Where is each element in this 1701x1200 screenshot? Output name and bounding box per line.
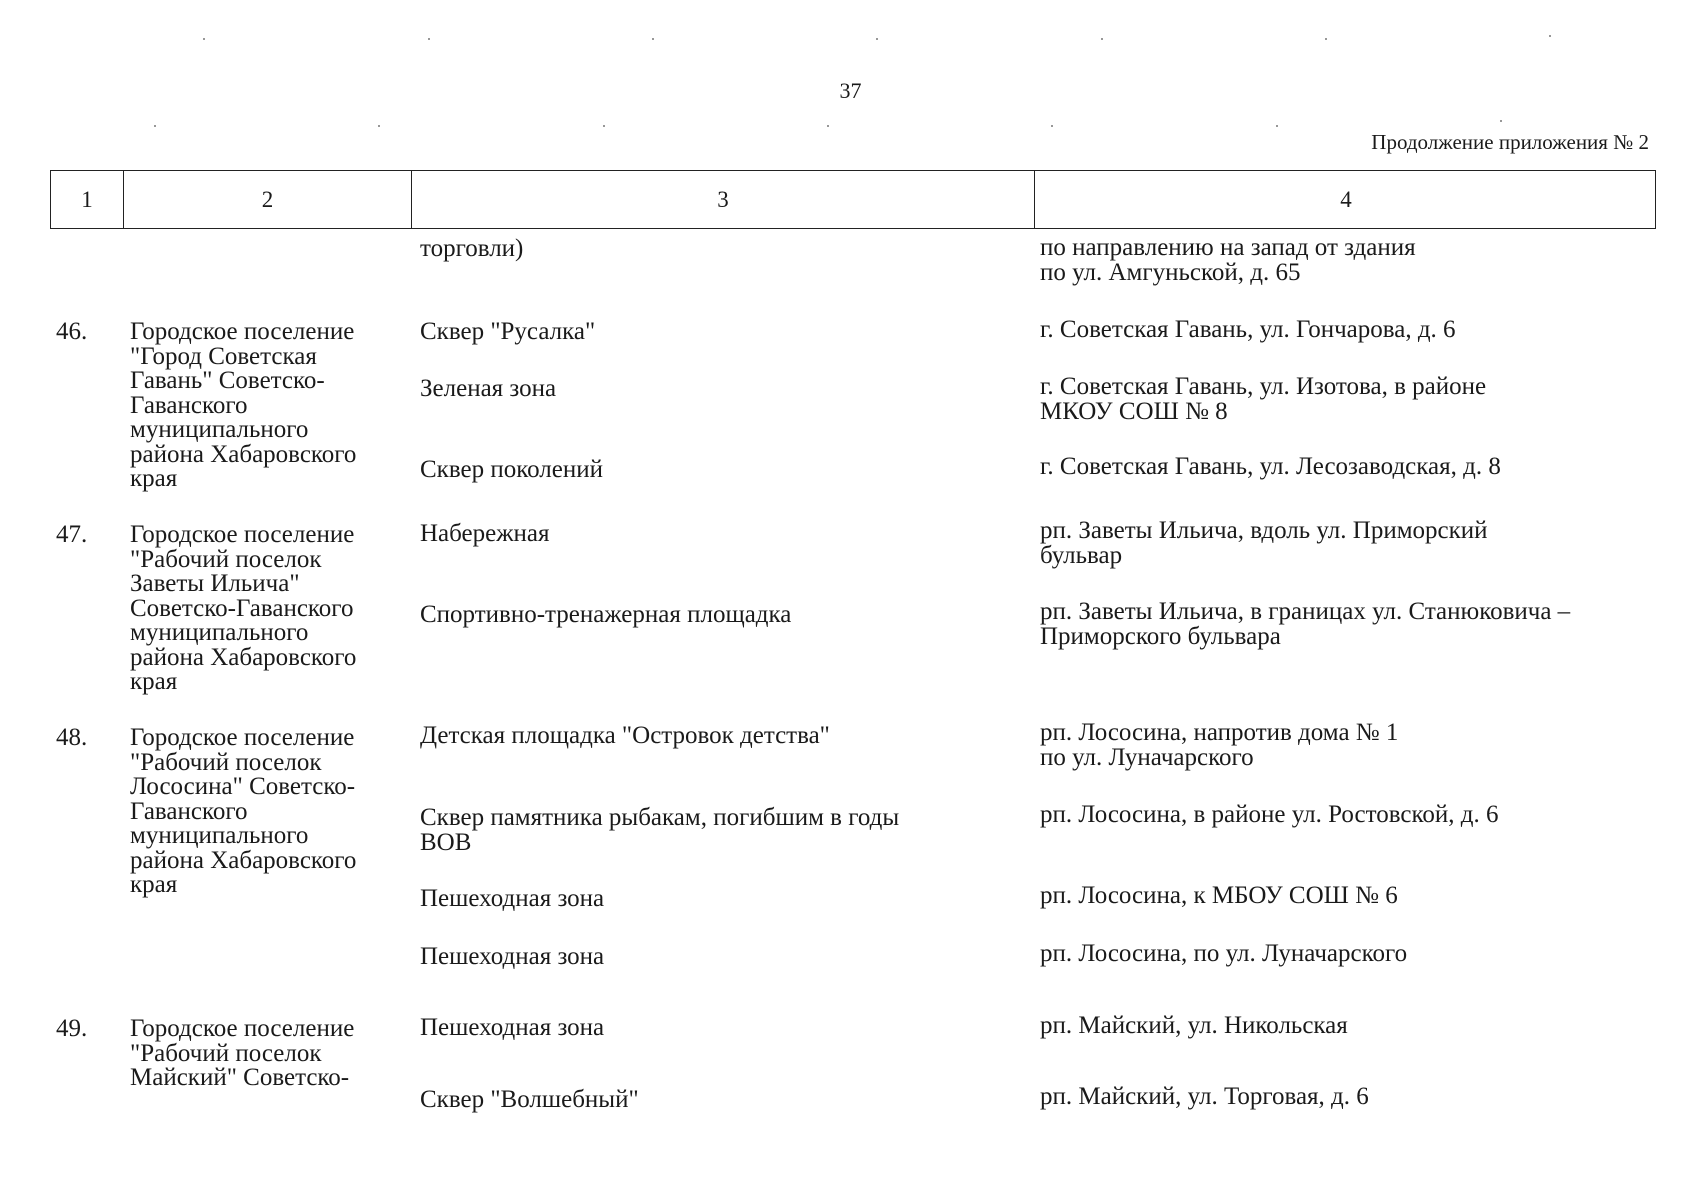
continuation-address: по направлению на запад от здания по ул. Амгуньской, д. 65 bbox=[1040, 234, 1416, 286]
object-address: г. Советская Гавань, ул. Изотова, в районе МКОУ СОШ № 8 bbox=[1040, 373, 1487, 425]
scan-speck bbox=[1549, 35, 1551, 37]
object-address: рп. Лососина, к МБОУ СОШ № 6 bbox=[1040, 882, 1398, 909]
scan-speck bbox=[154, 125, 156, 127]
object-address: рп. Майский, ул. Никольская bbox=[1040, 1012, 1348, 1039]
object-name: Детская площадка "Островок детства" bbox=[420, 722, 830, 749]
object-name: Зеленая зона bbox=[420, 375, 557, 402]
scan-speck bbox=[876, 38, 878, 40]
object-address: г. Советская Гавань, ул. Лесозаводская, д. 8 bbox=[1040, 453, 1501, 480]
scan-speck bbox=[1051, 125, 1053, 127]
organization-name: Городское поселение "Город Советская Гавань" Советско- Гаванского муниципального района Хабаровского края bbox=[130, 318, 357, 492]
object-name: Пешеходная зона bbox=[420, 943, 605, 970]
object-address: рп. Заветы Ильича, вдоль ул. Приморский бульвар bbox=[1040, 517, 1488, 569]
object-address: рп. Лососина, в районе ул. Ростовской, д. 6 bbox=[1040, 801, 1499, 828]
object-address: г. Советская Гавань, ул. Гончарова, д. 6 bbox=[1040, 316, 1456, 343]
appendix-note: Продолжение приложения № 2 bbox=[1371, 130, 1649, 154]
scan-speck bbox=[827, 125, 829, 127]
object-name: Сквер поколений bbox=[420, 456, 603, 483]
continuation-object: торговли) bbox=[420, 235, 524, 262]
row-number: 49. bbox=[56, 1015, 88, 1042]
scan-speck bbox=[652, 38, 654, 40]
organization-name: Городское поселение "Рабочий поселок Заветы Ильича" Советско-Гаванского муниципального района Хабаровского края bbox=[130, 521, 357, 695]
row-number: 47. bbox=[56, 521, 88, 548]
object-name: Пешеходная зона bbox=[420, 1014, 605, 1041]
header-col-3: 3 bbox=[412, 171, 1035, 228]
page-number: 37 bbox=[839, 78, 862, 103]
object-address: рп. Майский, ул. Торговая, д. 6 bbox=[1040, 1083, 1369, 1110]
object-address: рп. Лососина, напротив дома № 1 по ул. Луначарского bbox=[1040, 719, 1399, 771]
object-name: Сквер "Русалка" bbox=[420, 318, 596, 345]
organization-name: Городское поселение "Рабочий поселок Лососина" Советско- Гаванского муниципального района Хабаровского края bbox=[130, 724, 357, 898]
scan-speck bbox=[1276, 125, 1278, 127]
scan-speck bbox=[1101, 38, 1103, 40]
header-col-4: 4 bbox=[1340, 186, 1352, 212]
scan-speck bbox=[378, 125, 380, 127]
object-name: Сквер "Волшебный" bbox=[420, 1086, 639, 1113]
object-address: рп. Заветы Ильича, в границах ул. Станюковича – Приморского бульвара bbox=[1040, 598, 1571, 650]
object-name: Пешеходная зона bbox=[420, 885, 605, 912]
scan-speck bbox=[1500, 120, 1502, 122]
object-address: рп. Лососина, по ул. Луначарского bbox=[1040, 940, 1408, 967]
row-number: 48. bbox=[56, 724, 88, 751]
object-name: Набережная bbox=[420, 520, 550, 547]
scan-speck bbox=[428, 38, 430, 40]
object-name: Сквер памятника рыбакам, погибшим в годы ВОВ bbox=[420, 804, 900, 856]
object-name: Спортивно-тренажерная площадка bbox=[420, 601, 792, 628]
scan-speck bbox=[603, 125, 605, 127]
organization-name: Городское поселение "Рабочий поселок Майский" Советско- bbox=[130, 1015, 355, 1091]
scan-speck bbox=[203, 38, 205, 40]
header-col-1: 1 bbox=[51, 171, 124, 228]
scan-speck bbox=[1325, 38, 1327, 40]
row-number: 46. bbox=[56, 318, 88, 345]
table-header bbox=[50, 170, 1656, 229]
header-col-2: 2 bbox=[124, 171, 412, 228]
